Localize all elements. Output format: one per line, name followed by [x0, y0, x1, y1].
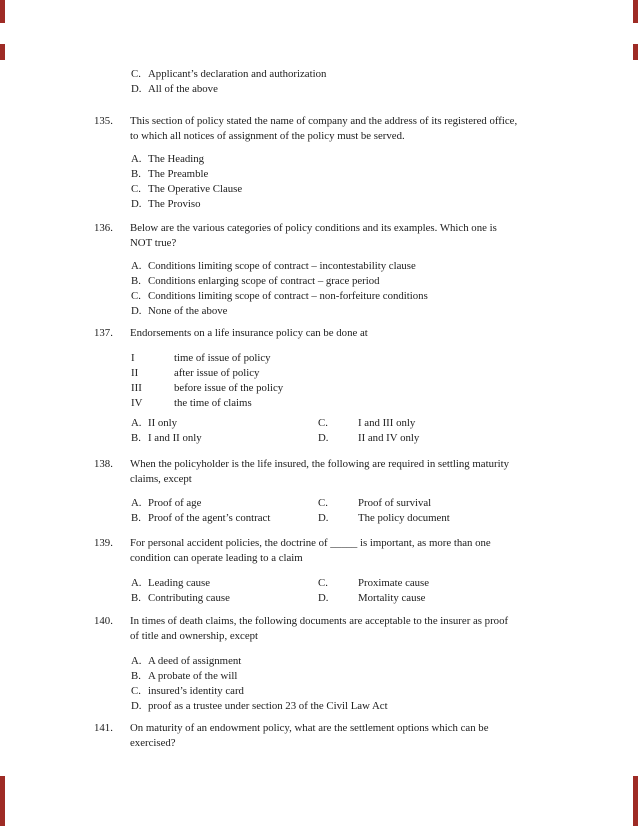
question-block — [94, 114, 594, 212]
question-text-line: For personal accident policies, the doctrine of _____ is important, as more than one — [130, 537, 491, 549]
options-list — [130, 152, 594, 212]
question-number: 137. — [94, 327, 113, 339]
question-number: 136. — [94, 222, 113, 234]
roman-list — [130, 351, 594, 411]
option-text: I and II only — [148, 432, 202, 444]
question-text-line: to which all notices of assignment of the policy must be served. — [130, 130, 405, 142]
roman-numeral: III — [131, 382, 142, 394]
question-body — [130, 536, 594, 606]
option-text: Proof of survival — [358, 497, 432, 509]
option-text: The policy document — [358, 512, 450, 524]
question-number: 139. — [94, 537, 113, 549]
roman-row — [131, 366, 594, 381]
options-two-column-list — [130, 576, 594, 606]
question-text-line: Endorsements on a life insurance policy can be done at — [130, 327, 368, 339]
option-row — [131, 699, 594, 714]
option-row — [131, 496, 594, 511]
option-left-cell — [131, 431, 318, 446]
page-edge-mark-bottom-right — [633, 776, 638, 826]
option-left-cell — [131, 496, 318, 511]
option-left-cell — [131, 511, 318, 526]
option-letter: D. — [131, 83, 142, 95]
option-row — [131, 259, 594, 274]
option-text: I and III only — [358, 417, 416, 429]
roman-row — [131, 396, 594, 411]
option-letter: A. — [131, 260, 142, 272]
roman-numeral: II — [131, 367, 139, 379]
option-letter: B. — [131, 512, 141, 524]
option-letter: A. — [131, 577, 142, 589]
option-text: Applicant’s declaration and authorization — [148, 68, 327, 80]
page-edge-mark-top-right — [633, 0, 638, 23]
option-text: The Preamble — [148, 168, 209, 180]
question-text-line: On maturity of an endowment policy, what are the settlement options which can be — [130, 722, 489, 734]
option-text: insured’s identity card — [148, 685, 244, 697]
roman-text: the time of claims — [174, 397, 252, 409]
option-right-cell — [318, 591, 425, 606]
option-text: Conditions limiting scope of contract – incontestability clause — [148, 260, 416, 272]
roman-text: after issue of policy — [174, 367, 260, 379]
option-letter: D. — [131, 305, 142, 317]
option-letter: D. — [131, 700, 142, 712]
option-text: The Operative Clause — [148, 183, 243, 195]
option-letter: C. — [318, 497, 328, 509]
option-row — [131, 304, 594, 319]
option-row — [131, 654, 594, 669]
question-number: 140. — [94, 615, 113, 627]
option-letter: D. — [318, 592, 329, 604]
option-letter: A. — [131, 497, 142, 509]
question-block — [94, 721, 594, 751]
option-letter: C. — [131, 183, 141, 195]
option-letter: C. — [131, 685, 141, 697]
option-right-cell — [318, 576, 429, 591]
question-number: 138. — [94, 458, 113, 470]
question-text-line: exercised? — [130, 737, 176, 749]
option-left-cell — [131, 576, 318, 591]
roman-numeral: I — [131, 352, 135, 364]
option-text: Contributing cause — [148, 592, 230, 604]
question-text-line: In times of death claims, the following documents are acceptable to the insurer as proof — [130, 615, 509, 627]
option-text: The Proviso — [148, 198, 201, 210]
option-row — [131, 67, 594, 82]
option-letter: B. — [131, 670, 141, 682]
option-row — [131, 576, 594, 591]
orphan-options-list — [130, 67, 594, 97]
option-letter: A. — [131, 655, 142, 667]
page-edge-mark-top-left — [0, 0, 5, 23]
page-edge-mark-mid-right — [633, 44, 638, 60]
question-body — [130, 721, 594, 751]
exam-content — [94, 67, 594, 751]
question-block — [94, 457, 594, 526]
question-body — [130, 614, 594, 714]
question-body — [130, 326, 594, 446]
question-number: 141. — [94, 722, 113, 734]
question-body — [130, 114, 594, 212]
option-text: Proof of the agent’s contract — [148, 512, 271, 524]
option-text: The Heading — [148, 153, 205, 165]
roman-row — [131, 381, 594, 396]
roman-numeral: IV — [131, 397, 143, 409]
option-text: II and IV only — [358, 432, 420, 444]
option-text: II only — [148, 417, 178, 429]
option-row — [131, 152, 594, 167]
option-letter: B. — [131, 592, 141, 604]
options-two-column-list — [130, 496, 594, 526]
roman-row — [131, 351, 594, 366]
options-list — [130, 654, 594, 714]
option-right-cell — [318, 431, 419, 446]
option-letter: C. — [131, 68, 141, 80]
options-list — [130, 259, 594, 319]
orphan-options-block — [94, 67, 594, 97]
question-block — [94, 326, 594, 446]
option-row — [131, 274, 594, 289]
option-right-cell — [318, 416, 415, 431]
option-letter: D. — [318, 512, 329, 524]
option-right-cell — [318, 511, 450, 526]
option-left-cell — [131, 416, 318, 431]
option-letter: D. — [318, 432, 329, 444]
question-number: 135. — [94, 115, 113, 127]
option-text: All of the above — [148, 83, 218, 95]
question-text-line: of title and ownership, except — [130, 630, 259, 642]
option-row — [131, 182, 594, 197]
question-number-spacer — [94, 67, 130, 97]
option-letter: A. — [131, 153, 142, 165]
option-letter: B. — [131, 168, 141, 180]
option-letter: C. — [131, 290, 141, 302]
roman-text: time of issue of policy — [174, 352, 271, 364]
question-block — [94, 536, 594, 606]
question-body — [130, 221, 594, 319]
option-letter: B. — [131, 275, 141, 287]
option-text: A probate of the will — [148, 670, 238, 682]
questions-list — [94, 114, 594, 751]
option-row — [131, 167, 594, 182]
option-text: Proof of age — [148, 497, 202, 509]
option-row — [131, 416, 594, 431]
question-text-line: NOT true? — [130, 237, 177, 249]
page-edge-mark-mid-left — [0, 44, 5, 60]
option-row — [131, 684, 594, 699]
question-text-line: This section of policy stated the name of company and the address of its registered office, — [130, 115, 518, 127]
option-letter: B. — [131, 432, 141, 444]
roman-text: before issue of the policy — [174, 382, 284, 394]
option-left-cell — [131, 591, 318, 606]
option-row — [131, 511, 594, 526]
options-two-column-list — [130, 416, 594, 446]
option-text: Proximate cause — [358, 577, 430, 589]
option-letter: D. — [131, 198, 142, 210]
option-letter: A. — [131, 417, 142, 429]
question-block — [94, 614, 594, 714]
question-text-line: When the policyholder is the life insured, the following are required in settling maturity — [130, 458, 509, 470]
question-text-line: condition can operate leading to a claim — [130, 552, 303, 564]
option-row — [131, 289, 594, 304]
option-text: A deed of assignment — [148, 655, 242, 667]
option-row — [131, 591, 594, 606]
option-text: Mortality cause — [358, 592, 426, 604]
option-text: Conditions limiting scope of contract – non-forfeiture conditions — [148, 290, 428, 302]
option-row — [131, 669, 594, 684]
question-text-line: claims, except — [130, 473, 192, 485]
option-right-cell — [318, 496, 431, 511]
option-text: Leading cause — [148, 577, 211, 589]
option-row — [131, 82, 594, 97]
option-letter: C. — [318, 417, 328, 429]
option-row — [131, 431, 594, 446]
question-text-line: Below are the various categories of policy conditions and its examples. Which one is — [130, 222, 497, 234]
option-text: None of the above — [148, 305, 228, 317]
page-edge-mark-bottom-left — [0, 776, 5, 826]
option-row — [131, 197, 594, 212]
option-letter: C. — [318, 577, 328, 589]
option-text: Conditions enlarging scope of contract – grace period — [148, 275, 380, 287]
question-body — [130, 457, 594, 526]
option-text: proof as a trustee under section 23 of the Civil Law Act — [148, 700, 388, 712]
question-block — [94, 221, 594, 319]
